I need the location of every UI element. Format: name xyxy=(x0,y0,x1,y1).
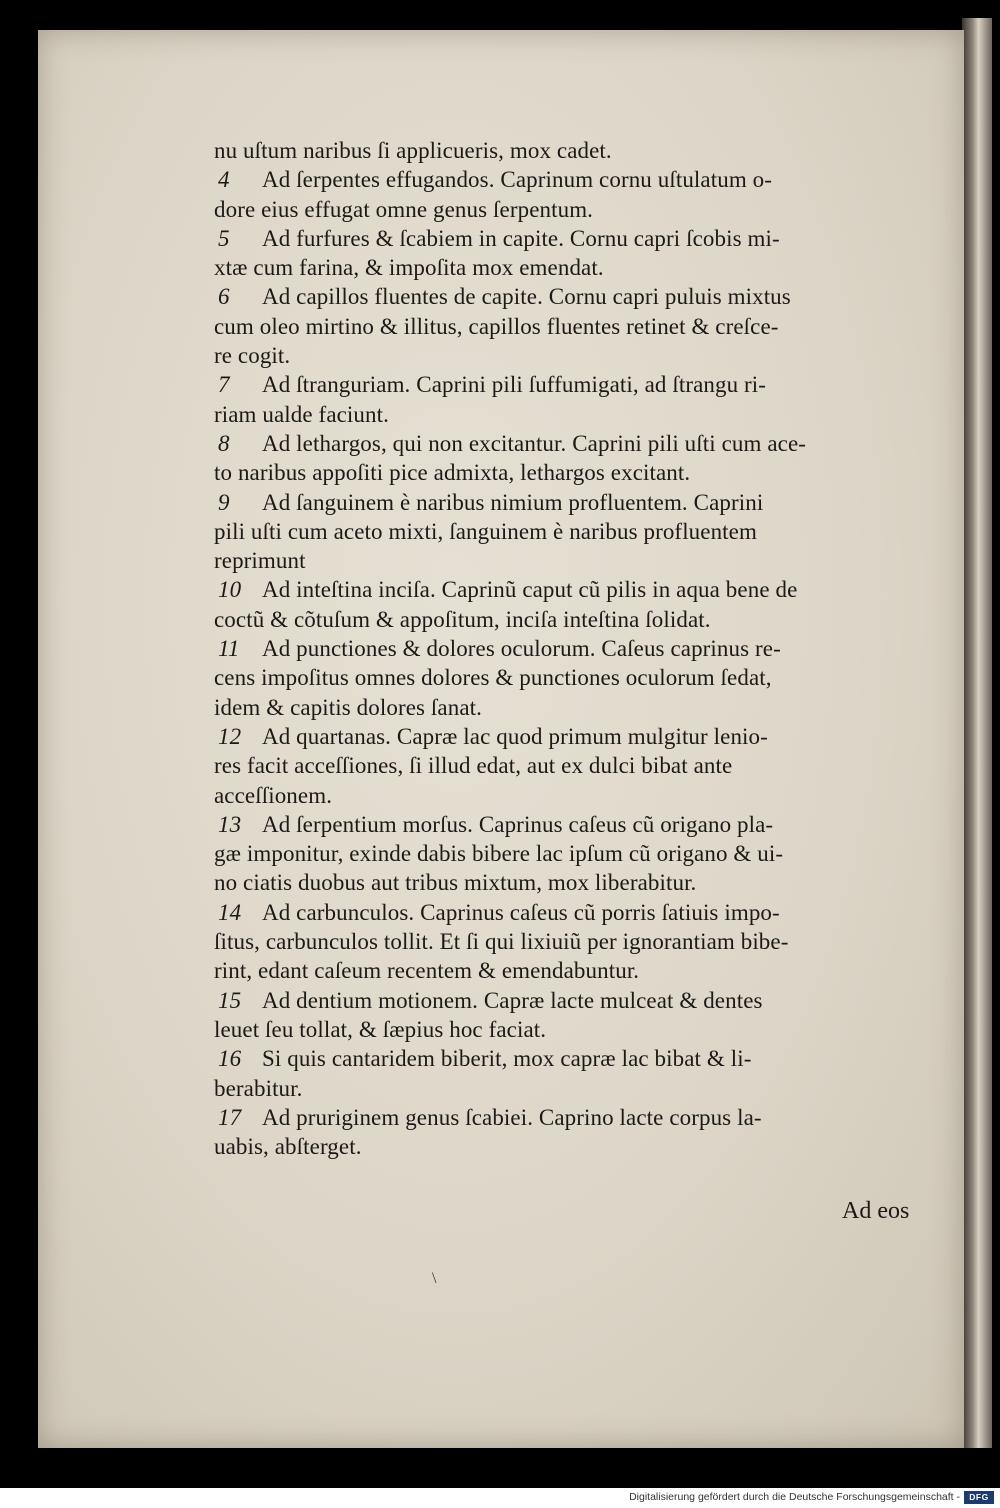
text-line xyxy=(214,693,934,722)
line-text: ſitus, carbunculos tollit. Et ſi qui lixiuiũ per ignorantiam bibe- xyxy=(214,929,789,955)
entry-number: 13 xyxy=(218,811,242,837)
line-text: uabis, abſterget. xyxy=(214,1134,362,1160)
text-line xyxy=(214,663,934,692)
line-text: Ad pruriginem genus ſcabiei. Caprino lacte corpus la- xyxy=(262,1104,762,1130)
entry-number: 4 xyxy=(218,167,230,193)
text-line xyxy=(214,429,934,458)
text-line xyxy=(214,341,934,370)
entry-number: 16 xyxy=(218,1046,242,1072)
line-text: gæ imponitur, exinde dabis bibere lac ipſum cũ origano & ui- xyxy=(214,841,784,867)
line-text: to naribus appoſiti pice admixta, lethargos excitant. xyxy=(214,460,691,486)
text-line xyxy=(214,634,934,663)
text-line xyxy=(214,605,934,634)
line-text: Ad furfures & ſcabiem in capite. Cornu capri ſcobis mi- xyxy=(262,225,780,251)
text-line xyxy=(214,956,934,985)
entry-number: 8 xyxy=(218,430,230,456)
line-text: dore eius effugat omne genus ſerpentum. xyxy=(214,196,594,222)
line-text: riam ualde faciunt. xyxy=(214,401,389,427)
text-line xyxy=(214,986,934,1015)
text-line xyxy=(214,898,934,927)
text-line xyxy=(214,781,934,810)
text-line xyxy=(214,400,934,429)
text-line xyxy=(214,224,934,253)
line-text: Ad ſtranguriam. Caprini pili ſuffumigati, ad ſtrangu ri- xyxy=(262,372,767,398)
ink-speck: \ xyxy=(432,1270,437,1287)
text-line xyxy=(214,165,934,194)
line-text: re cogit. xyxy=(214,343,291,369)
text-line xyxy=(214,1103,934,1132)
text-line xyxy=(214,517,934,546)
line-text: acceſſionem. xyxy=(214,782,333,808)
page-edge xyxy=(962,18,992,1448)
text-line xyxy=(214,1044,934,1073)
line-text: rint, edant caſeum recentem & emendabuntur. xyxy=(214,958,640,984)
line-text: Ad dentium motionem. Capræ lacte mulceat & dentes xyxy=(262,987,763,1013)
line-text: Ad carbunculos. Caprinus caſeus cũ porris ſatiuis impo- xyxy=(262,899,780,925)
entry-number: 5 xyxy=(218,225,230,251)
text-line xyxy=(214,488,934,517)
text-line xyxy=(214,839,934,868)
entry-number: 9 xyxy=(218,489,230,515)
line-text: reprimunt xyxy=(214,548,306,574)
text-line xyxy=(214,253,934,282)
line-text: xtæ cum farina, & impoſita mox emendat. xyxy=(214,255,604,281)
entry-number: 12 xyxy=(218,723,242,749)
line-text: leuet ſeu tollat, & ſæpius hoc faciat. xyxy=(214,1016,547,1042)
line-text: Ad ſerpentes effugandos. Caprinum cornu uſtulatum o- xyxy=(262,167,773,193)
text-line xyxy=(214,751,934,780)
text-line xyxy=(214,722,934,751)
line-text: Ad punctiones & dolores oculorum. Caſeus caprinus re- xyxy=(262,636,781,662)
line-text: cum oleo mirtino & illitus, capillos fluentes retinet & creſce- xyxy=(214,313,779,339)
entry-number: 10 xyxy=(218,577,242,603)
line-text: Ad quartanas. Capræ lac quod primum mulgitur lenio- xyxy=(262,723,768,749)
footer-bar xyxy=(0,1488,1000,1508)
entry-number: 11 xyxy=(218,636,240,662)
line-text: Ad inteſtina inciſa. Caprinũ caput cũ pilis in aqua bene de xyxy=(262,577,798,603)
text-line xyxy=(214,1132,934,1161)
line-text: idem & capitis dolores ſanat. xyxy=(214,694,482,720)
entry-number: 6 xyxy=(218,284,230,310)
entry-number: 17 xyxy=(218,1104,242,1130)
line-text: Ad ſanguinem è naribus nimium profluentem. Caprini xyxy=(262,489,764,515)
text-line xyxy=(214,370,934,399)
text-line xyxy=(214,1074,934,1103)
line-text: Si quis cantaridem biberit, mox capræ lac bibat & li- xyxy=(262,1046,752,1072)
line-text: Ad lethargos, qui non excitantur. Caprini pili uſti cum ace- xyxy=(262,430,807,456)
text-line xyxy=(214,546,934,575)
text-line xyxy=(214,868,934,897)
line-text: cens impoſitus omnes dolores & punctiones oculorum ſedat, xyxy=(214,665,772,691)
page-text xyxy=(214,136,934,1161)
text-line xyxy=(214,312,934,341)
text-line xyxy=(214,458,934,487)
line-text: Ad ſerpentium morſus. Caprinus caſeus cũ origano pla- xyxy=(262,811,774,837)
footer-credit: Digitalisierung gefördert durch die Deutsche Forschungsgemeinschaft - xyxy=(629,1491,960,1503)
line-text: coctũ & cõtuſum & appoſitum, inciſa inteſtina ſolidat. xyxy=(214,606,711,632)
line-text: res facit acceſſiones, ſi illud edat, aut ex dulci bibat ante xyxy=(214,753,733,779)
entry-number: 15 xyxy=(218,987,242,1013)
entry-number: 7 xyxy=(218,372,230,398)
entry-number: 14 xyxy=(218,899,242,925)
text-line xyxy=(214,927,934,956)
catchword: Ad eos xyxy=(842,1198,910,1224)
text-line xyxy=(214,195,934,224)
line-text: nu uſtum naribus ſi applicueris, mox cadet. xyxy=(214,138,612,163)
dfg-logo: DFG xyxy=(964,1491,994,1504)
text-line xyxy=(214,575,934,604)
text-line xyxy=(214,1015,934,1044)
line-text: pili uſti cum aceto mixti, ſanguinem è naribus profluentem xyxy=(214,518,757,544)
line-text: no ciatis duobus aut tribus mixtum, mox liberabitur. xyxy=(214,870,697,896)
line-text: Ad capillos fluentes de capite. Cornu capri puluis mixtus xyxy=(262,284,791,310)
text-line xyxy=(214,282,934,311)
text-line xyxy=(214,810,934,839)
line-text: berabitur. xyxy=(214,1075,303,1101)
text-line xyxy=(214,136,934,165)
